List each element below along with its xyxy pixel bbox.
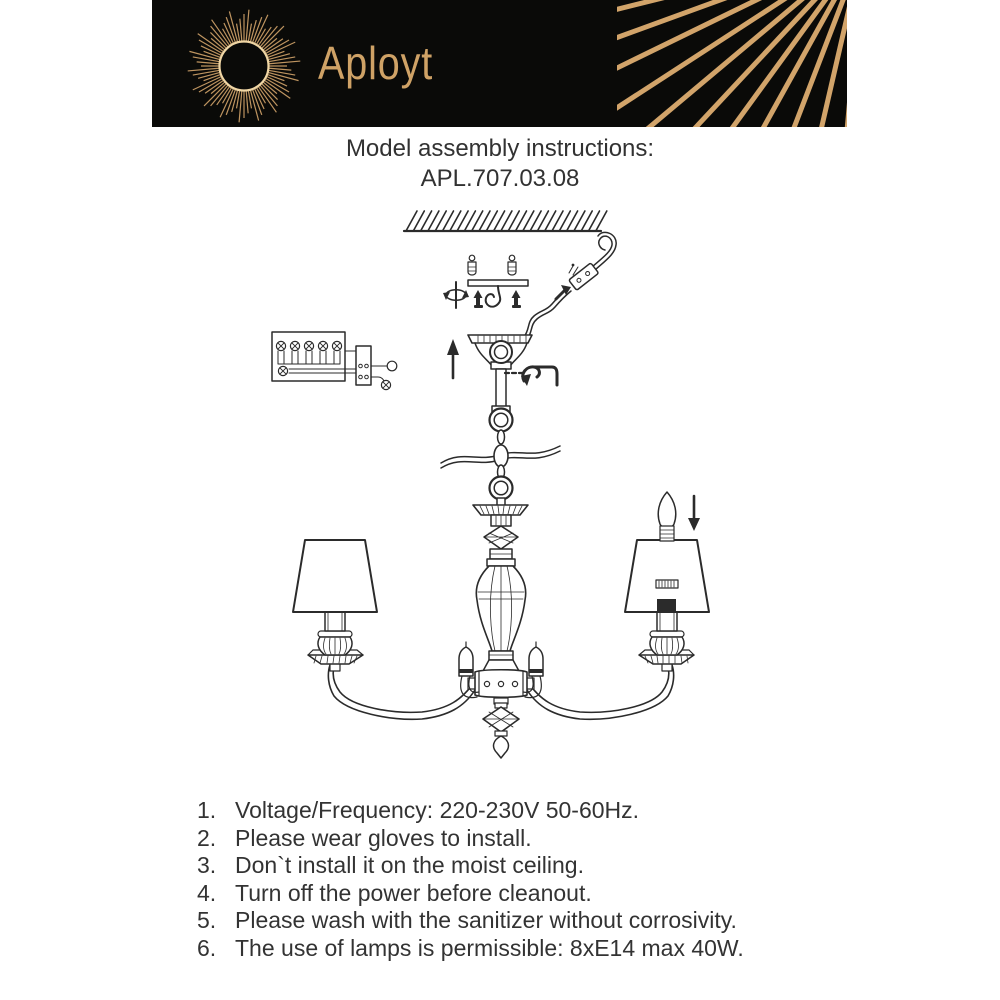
model-number: APL.707.03.08 — [420, 165, 580, 192]
instruction-item — [197, 825, 744, 853]
e14-bulb-icon — [658, 492, 676, 541]
left-shade — [293, 540, 377, 612]
brand-wordmark: Aployt — [318, 37, 434, 89]
brand-header — [152, 0, 847, 127]
power-wire — [524, 232, 616, 340]
instruction-item — [197, 935, 744, 963]
chandelier-column — [473, 498, 528, 671]
instruction-item — [197, 907, 744, 935]
sheet-title: Model assembly instructions: — [345, 135, 655, 162]
rotation-symbol-icon — [443, 282, 469, 308]
item-text: The use of lamps is permissible: 8xE14 max 40W. — [235, 934, 744, 961]
aployt-logo-sunburst-icon — [183, 5, 305, 127]
wire-connector-icon — [569, 263, 599, 290]
assembly-diagram — [150, 195, 850, 810]
wiring-schematic — [272, 332, 397, 390]
item-number: 2. — [197, 824, 217, 851]
instruction-item — [197, 797, 744, 825]
insert-arrow-icon — [688, 496, 700, 531]
right-arm — [527, 665, 674, 719]
item-text: Voltage/Frequency: 220-230V 50-60Hz. — [235, 797, 640, 823]
item-number: 5. — [197, 907, 217, 933]
item-number: 3. — [197, 852, 217, 878]
item-text: Please wear gloves to install. — [235, 824, 532, 851]
right-shade — [625, 540, 709, 612]
item-number: 1. — [197, 797, 217, 823]
hanging-chain — [490, 409, 513, 500]
center-hub — [468, 670, 534, 704]
instruction-list — [197, 797, 744, 962]
corner-rays-decoration — [617, 0, 847, 127]
instruction-item — [197, 880, 744, 908]
bottom-finial — [483, 703, 519, 758]
item-text: Don`t install it on the moist ceiling. — [235, 852, 584, 878]
item-number: 4. — [197, 879, 217, 906]
item-text: Turn off the power before cleanout. — [235, 879, 592, 906]
right-candle-assembly — [639, 612, 694, 671]
left-candle-assembly — [308, 612, 363, 671]
hook-tool-icon — [505, 367, 557, 386]
left-arm — [328, 665, 475, 719]
item-number: 6. — [197, 934, 217, 961]
up-arrow-icon — [447, 339, 459, 378]
instruction-item — [197, 852, 744, 880]
item-text: Please wash with the sanitizer without corrosivity. — [235, 907, 737, 933]
wall-anchors-icon — [468, 255, 516, 275]
ceiling-hatch — [404, 211, 607, 231]
title-block — [0, 134, 1000, 194]
